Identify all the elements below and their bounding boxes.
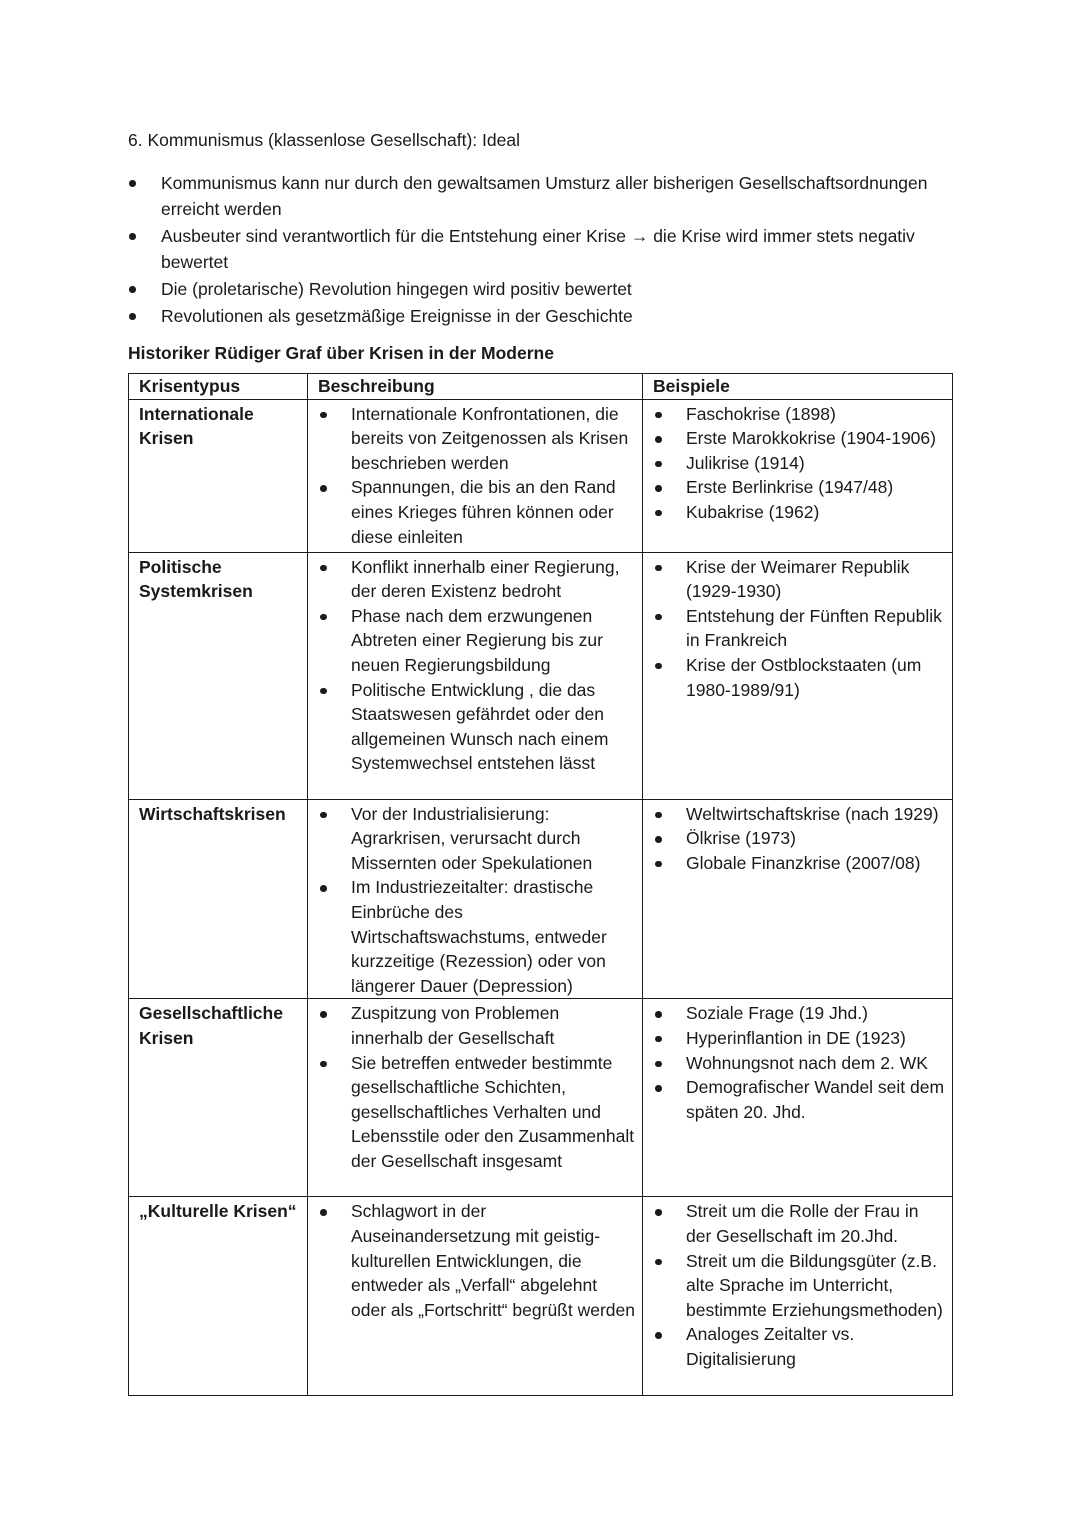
description-item: Konflikt innerhalb einer Regierung, der deren Existenz bedroht xyxy=(318,555,636,604)
header-krisentypus: Krisentypus xyxy=(129,374,308,400)
examples-cell xyxy=(643,999,953,1197)
example-item: Krise der Ostblockstaaten (um 1980-1989/91) xyxy=(653,653,946,702)
description-item: Spannungen, die bis an den Rand eines Krieges führen können oder diese einleiten xyxy=(318,475,636,549)
description-item: Im Industriezeitalter: drastische Einbrüche des Wirtschaftswachstums, entweder kurzzeitige (Rezession) oder von längerer Dauer (Depression) xyxy=(318,875,636,998)
crisis-type-cell: Internationale Krisen xyxy=(129,399,308,552)
header-beispiele: Beispiele xyxy=(643,374,953,400)
intro-bullet: Kommunismus kann nur durch den gewaltsamen Umsturz aller bisherigen Gesellschaftsordnungen erreicht werden xyxy=(128,170,952,222)
crisis-type-cell: Politische Systemkrisen xyxy=(129,552,308,799)
description-item: Internationale Konfrontationen, die bereits von Zeitgenossen als Krisen beschrieben werden xyxy=(318,402,636,476)
intro-bullet: Ausbeuter sind verantwortlich für die Entstehung einer Krise → die Krise wird immer stets negativ bewertet xyxy=(128,223,952,275)
intro-bullet: Revolutionen als gesetzmäßige Ereignisse in der Geschichte xyxy=(128,303,952,329)
example-item: Faschokrise (1898) xyxy=(653,402,946,427)
table-row xyxy=(129,799,953,999)
description-cell xyxy=(308,999,643,1197)
examples-cell xyxy=(643,1197,953,1396)
description-item: Schlagwort in der Auseinandersetzung mit geistig-kulturellen Entwicklungen, die entweder als „Verfall“ abgelehnt oder als „Fortschritt“ begrüßt werden xyxy=(318,1199,636,1322)
description-item: Politische Entwicklung , die das Staatswesen gefährdet oder den allgemeinen Wunsch nach einem Systemwechsel entstehen lässt xyxy=(318,678,636,776)
table-row xyxy=(129,552,953,799)
description-item: Phase nach dem erzwungenen Abtreten einer Regierung bis zur neuen Regierungsbildung xyxy=(318,604,636,678)
example-item: Erste Marokkokrise (1904-1906) xyxy=(653,426,946,451)
example-item: Demografischer Wandel seit dem späten 20. Jhd. xyxy=(653,1075,946,1124)
example-item: Erste Berlinkrise (1947/48) xyxy=(653,475,946,500)
description-item: Zuspitzung von Problemen innerhalb der Gesellschaft xyxy=(318,1001,636,1050)
crisis-type-cell: Wirtschaftskrisen xyxy=(129,799,308,999)
intro-bullet-list xyxy=(128,170,952,329)
example-item: Streit um die Bildungsgüter (z.B. alte Sprache im Unterricht, bestimmte Erziehungsmethoden) xyxy=(653,1249,946,1323)
table-row xyxy=(129,999,953,1197)
example-item: Kubakrise (1962) xyxy=(653,500,946,525)
table-header-row xyxy=(129,374,953,400)
crisis-type-cell: „Kulturelle Krisen“ xyxy=(129,1197,308,1396)
description-cell xyxy=(308,1197,643,1396)
description-cell xyxy=(308,552,643,799)
examples-cell xyxy=(643,552,953,799)
example-item: Streit um die Rolle der Frau in der Gesellschaft im 20.Jhd. xyxy=(653,1199,946,1248)
intro-bullet: Die (proletarische) Revolution hingegen wird positiv bewertet xyxy=(128,276,952,302)
section-heading: 6. Kommunismus (klassenlose Gesellschaft): Ideal xyxy=(128,130,520,150)
table-title: Historiker Rüdiger Graf über Krisen in der Moderne xyxy=(128,343,554,363)
example-item: Wohnungsnot nach dem 2. WK xyxy=(653,1051,946,1076)
table-row xyxy=(129,1197,953,1396)
description-cell xyxy=(308,399,643,552)
example-item: Entstehung der Fünften Republik in Frankreich xyxy=(653,604,946,653)
table-row xyxy=(129,399,953,552)
crisis-types-table xyxy=(128,373,953,1396)
example-item: Soziale Frage (19 Jhd.) xyxy=(653,1001,946,1026)
example-item: Globale Finanzkrise (2007/08) xyxy=(653,851,946,876)
example-item: Julikrise (1914) xyxy=(653,451,946,476)
example-item: Weltwirtschaftskrise (nach 1929) xyxy=(653,802,946,827)
example-item: Analoges Zeitalter vs. Digitalisierung xyxy=(653,1322,946,1371)
document-page xyxy=(128,128,952,1396)
crisis-type-cell: Gesellschaftliche Krisen xyxy=(129,999,308,1197)
description-item: Sie betreffen entweder bestimmte gesellschaftliche Schichten, gesellschaftliches Verhalten und Lebensstile oder den Zusammenhalt der Gesellschaft insgesamt xyxy=(318,1051,636,1174)
example-item: Ölkrise (1973) xyxy=(653,826,946,851)
examples-cell xyxy=(643,399,953,552)
description-item: Vor der Industrialisierung: Agrarkrisen, verursacht durch Missernten oder Spekulationen xyxy=(318,802,636,876)
example-item: Hyperinflantion in DE (1923) xyxy=(653,1026,946,1051)
example-item: Krise der Weimarer Republik (1929-1930) xyxy=(653,555,946,604)
description-cell xyxy=(308,799,643,999)
header-beschreibung: Beschreibung xyxy=(308,374,643,400)
examples-cell xyxy=(643,799,953,999)
